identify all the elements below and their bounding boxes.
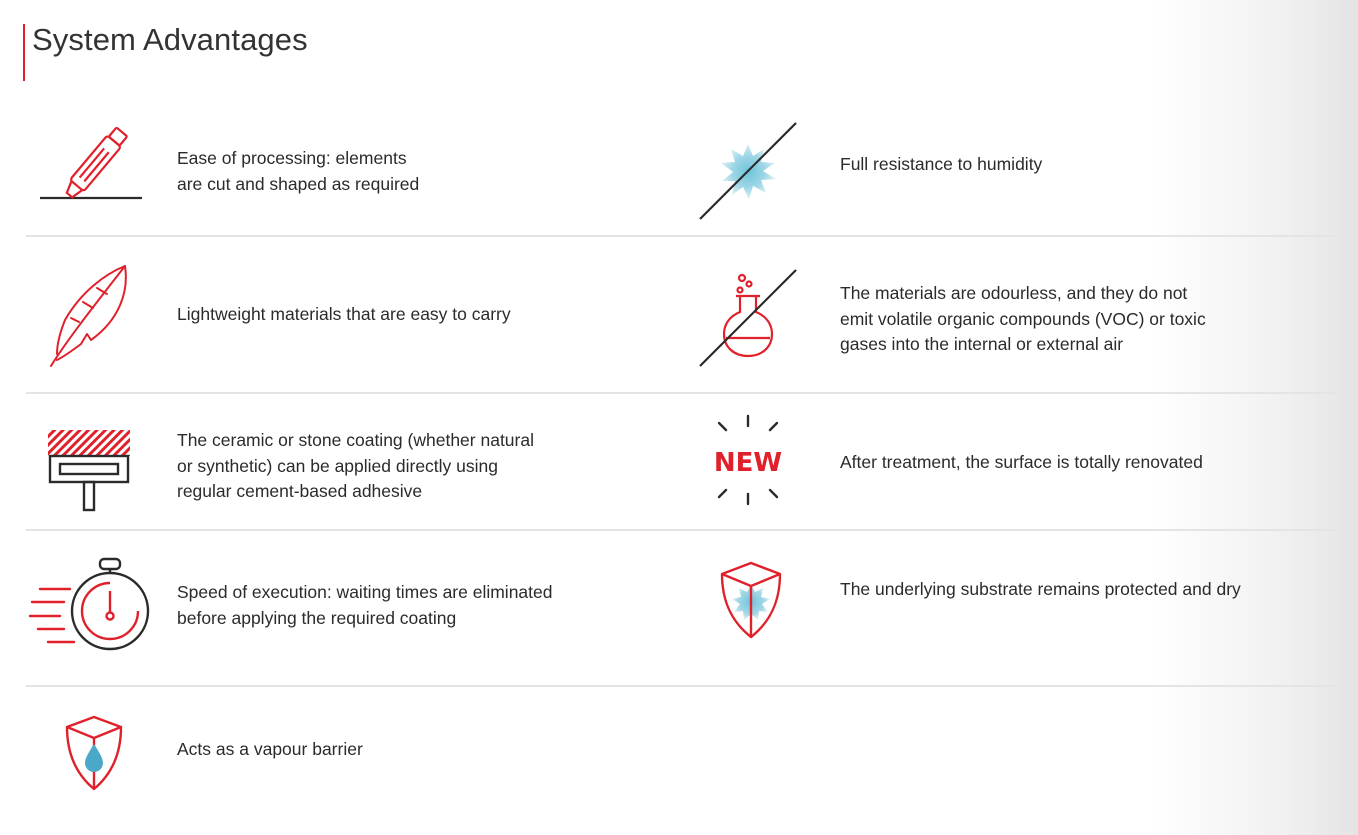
advantage-text-line: or synthetic) can be applied directly using xyxy=(177,455,499,476)
advantage-text-line: emit volatile organic compounds (VOC) or toxic xyxy=(840,308,1206,329)
row-divider xyxy=(26,529,1336,531)
advantage-text-line: are cut and shaped as required xyxy=(177,173,420,194)
new-badge-icon xyxy=(708,414,788,508)
advantage-text-line: gases into the internal or external air xyxy=(840,334,1124,354)
advantage-text-line: before applying the required coating xyxy=(177,607,457,628)
shield-protected-icon xyxy=(718,560,784,640)
new-badge-text: NEW xyxy=(713,448,783,478)
flask-crossed-icon xyxy=(698,268,800,370)
advantage-text-line: Speed of execution: waiting times are eliminated xyxy=(177,582,553,602)
trowel-adhesive-icon xyxy=(46,428,132,514)
advantage-text-line: After treatment, the surface is totally renovated xyxy=(840,452,1203,472)
section-title: System Advantages xyxy=(32,22,308,57)
advantage-text-line: Full resistance to humidity xyxy=(840,154,1043,174)
row-divider xyxy=(26,685,1336,687)
row-divider xyxy=(26,235,1336,237)
feather-icon xyxy=(47,262,131,370)
shield-drop-icon xyxy=(63,714,125,792)
advantage-text-line: Lightweight materials that are easy to carry xyxy=(177,304,511,324)
advantage-text-line: Ease of processing: elements xyxy=(177,148,407,168)
humidity-crossed-icon xyxy=(698,121,800,223)
stopwatch-icon xyxy=(28,556,152,658)
advantage-text-line: regular cement-based adhesive xyxy=(177,481,423,501)
advantage-text-line: The underlying substrate remains protected and dry xyxy=(840,579,1241,599)
title-accent-bar xyxy=(23,24,25,81)
advantage-text-line: The materials are odourless, and they do not xyxy=(840,283,1188,303)
row-divider xyxy=(26,392,1336,394)
advantage-text-line: Acts as a vapour barrier xyxy=(177,739,363,759)
cutter-knife-icon xyxy=(38,116,144,202)
advantage-text-line: The ceramic or stone coating (whether natural xyxy=(177,430,534,450)
